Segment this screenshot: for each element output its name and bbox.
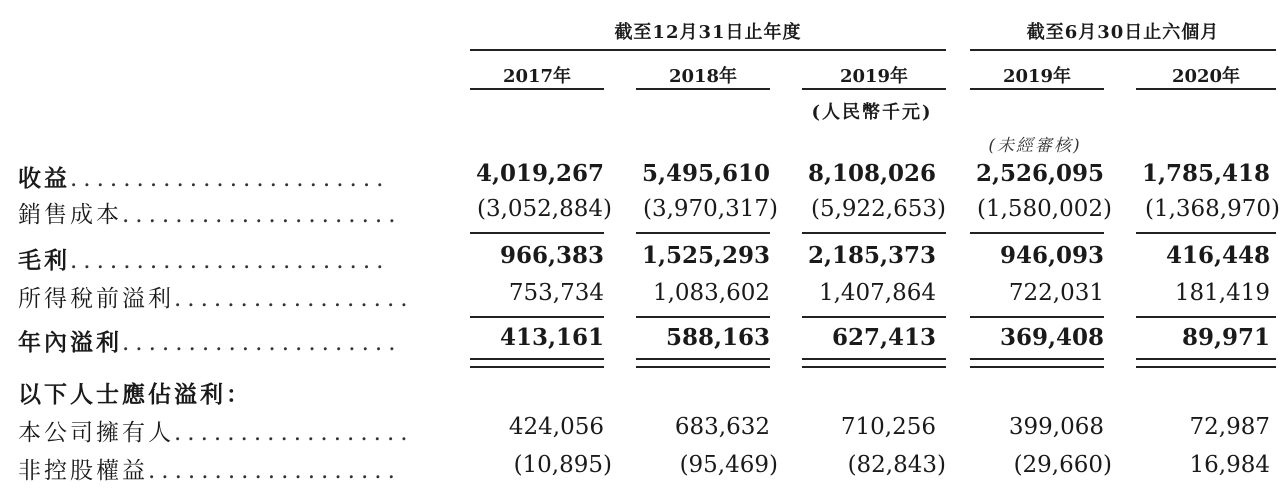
cell: 16,984	[1189, 452, 1270, 478]
col-rule-3	[802, 88, 946, 90]
col-rule-1	[470, 88, 604, 90]
cell: 722,031	[1008, 280, 1104, 306]
subtotal-rule	[970, 232, 1104, 234]
row-label-revenue: 收益........................	[18, 165, 390, 192]
col-header-2019-half: 2019年	[1002, 66, 1072, 87]
cell: 588,163	[665, 324, 770, 351]
row-label-cost-of-sales: 銷售成本.....................	[18, 202, 402, 228]
cell: (95,469)	[679, 452, 778, 478]
cell: 72,987	[1189, 414, 1270, 440]
halfyear-group-header: 截至6月30日止六個月	[1026, 22, 1220, 43]
cell: (1,580,002)	[976, 196, 1112, 222]
subtotal-rule	[1136, 316, 1276, 318]
subtotal-rule	[802, 232, 946, 234]
cell: 399,068	[1008, 414, 1104, 440]
cell: 416,448	[1165, 242, 1270, 269]
cell: (3,970,317)	[642, 196, 778, 222]
cell: 627,413	[831, 324, 936, 351]
cell: 5,495,610	[641, 160, 770, 187]
row-label-gross-profit: 毛利........................	[18, 247, 390, 274]
cell: 966,383	[499, 242, 604, 269]
row-label-profit-for-year: 年內溢利.....................	[18, 329, 402, 356]
cell: 4,019,267	[475, 160, 604, 187]
unaudited-label: (未經審核)	[988, 136, 1082, 156]
total-double-rule	[636, 358, 770, 368]
col-rule-5	[1136, 88, 1276, 90]
col-header-2019: 2019年	[839, 66, 909, 87]
subtotal-rule	[970, 316, 1104, 318]
subtotal-rule	[636, 232, 770, 234]
cell: (5,922,653)	[810, 196, 946, 222]
row-label-owners: 本公司擁有人..................	[18, 420, 414, 446]
cell: 710,256	[840, 414, 936, 440]
total-double-rule	[802, 358, 946, 368]
cell: 2,185,373	[807, 242, 936, 269]
cell: 946,093	[999, 242, 1104, 269]
subtotal-rule	[1136, 232, 1276, 234]
halfyear-group-rule	[970, 49, 1276, 51]
cell: 413,161	[499, 324, 604, 351]
section-label-attributable: 以下人士應佔溢利：	[18, 381, 252, 408]
col-rule-4	[970, 88, 1104, 90]
col-header-2018: 2018年	[668, 66, 738, 87]
cell: 683,632	[674, 414, 770, 440]
cell: 424,056	[508, 414, 604, 440]
subtotal-rule	[470, 232, 604, 234]
year-group-header: 截至12月31日止年度	[614, 22, 802, 43]
cell: 181,419	[1174, 280, 1270, 306]
col-header-2020-half: 2020年	[1171, 66, 1241, 87]
cell: (3,052,884)	[476, 196, 612, 222]
col-header-2017: 2017年	[502, 66, 572, 87]
cell: (82,843)	[847, 452, 946, 478]
cell: 89,971	[1181, 324, 1270, 351]
total-double-rule	[970, 358, 1104, 368]
total-double-rule	[1136, 358, 1276, 368]
cell: (10,895)	[513, 452, 612, 478]
total-double-rule	[470, 358, 604, 368]
cell: (29,660)	[1013, 452, 1112, 478]
subtotal-rule	[470, 316, 604, 318]
subtotal-rule	[802, 316, 946, 318]
cell: 1,785,418	[1141, 160, 1270, 187]
cell: 369,408	[999, 324, 1104, 351]
year-group-rule	[470, 49, 946, 51]
cell: 8,108,026	[807, 160, 936, 187]
row-label-non-controlling: 非控股權益...................	[18, 458, 401, 484]
cell: 1,407,864	[818, 280, 936, 306]
cell: (1,368,970)	[1144, 196, 1280, 222]
cell: 1,083,602	[652, 280, 770, 306]
cell: 2,526,095	[975, 160, 1104, 187]
row-label-profit-before-tax: 所得稅前溢利..................	[18, 286, 414, 312]
unit-label: (人民幣千元)	[811, 102, 933, 123]
cell: 753,734	[508, 280, 604, 306]
col-rule-2	[636, 88, 770, 90]
cell: 1,525,293	[641, 242, 770, 269]
subtotal-rule	[636, 316, 770, 318]
